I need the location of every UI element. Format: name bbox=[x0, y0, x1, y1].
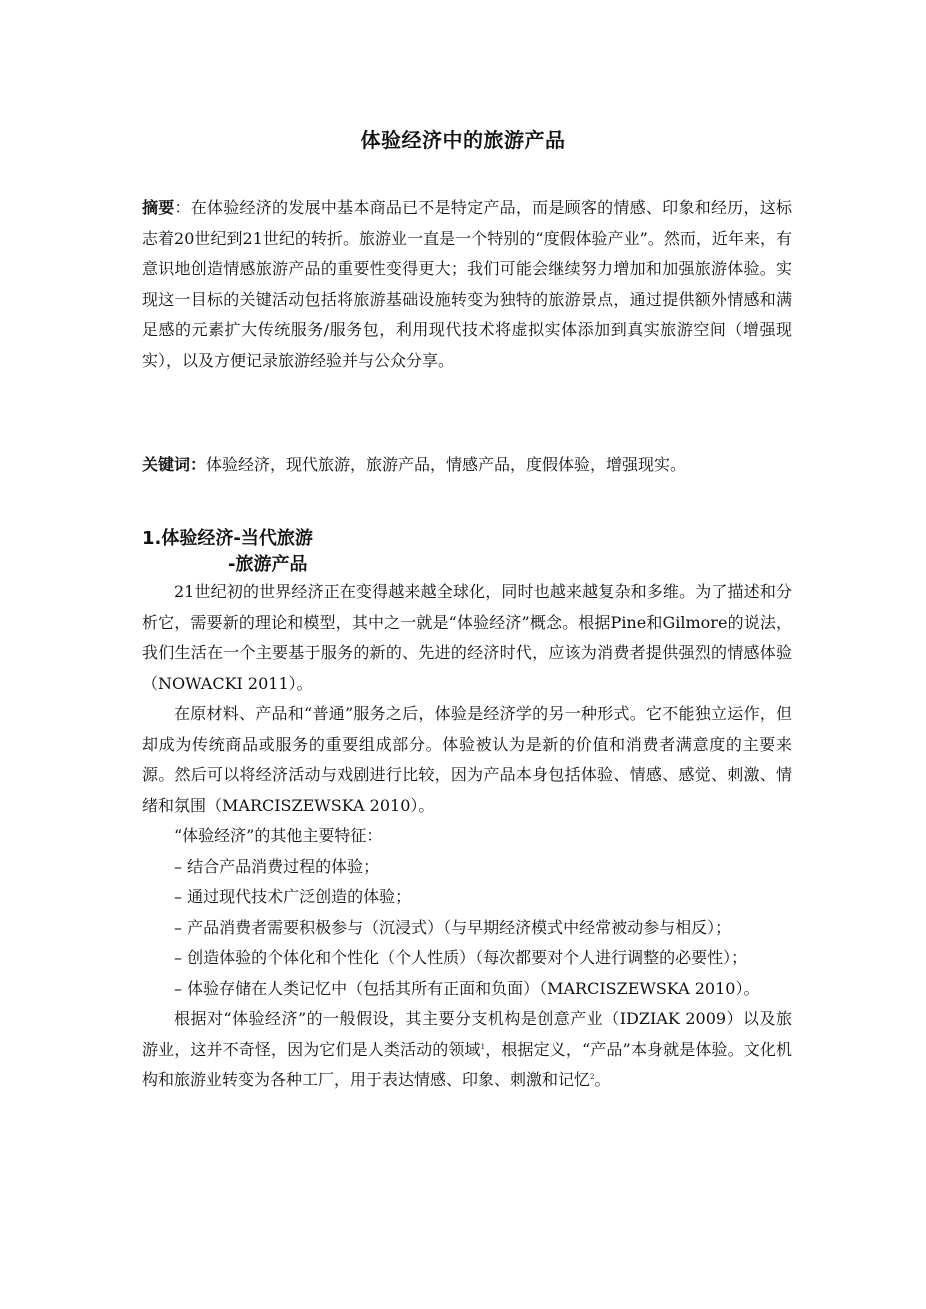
abstract bbox=[142, 193, 792, 376]
section-heading-line2: -旅游产品 bbox=[228, 554, 308, 575]
keywords bbox=[142, 450, 792, 481]
paragraph: 在原材料、产品和“普通”服务之后，体验是经济学的另一种形式。它不能独立运作，但却成为传统商品或服务的重要组成部分。体验被认为是新的价值和消费者满意度的主要来源。然后可以将经济活动与戏剧进行比较，因为产品本身包括体验、情感、感觉、刺激、情绪和氛围（MARCISZEWSKA 2010）。 bbox=[142, 704, 792, 815]
closing-text-part3: 。 bbox=[594, 1070, 611, 1089]
abstract-text: 在体验经济的发展中基本商品已不是特定产品，而是顾客的情感、印象和经历，这标志着20世纪到21世纪的转折。旅游业一直是一个特别的“度假体验产业”。然而，近年来，有意识地创造情感旅游产品的重要性变得更大；我们可能会继续努力增加和加强旅游体验。实现这一目标的关键活动包括将旅游基础设施转变为独特的旅游景点，通过提供额外情感和满足感的元素扩大传统服务/服务包，利用现代技术将虚拟实体添加到真实旅游空间（增强现实），以及方便记录旅游经验并与公众分享。 bbox=[142, 198, 792, 370]
section-heading bbox=[142, 526, 313, 578]
list-item: – 创造体验的个体化和个性化（个人性质）（每次都要对个人进行调整的必要性）； bbox=[174, 948, 748, 967]
keywords-label: 关键词： bbox=[142, 455, 207, 474]
footnote-marker-1[interactable]: 1 bbox=[480, 1042, 486, 1051]
feature-list bbox=[142, 852, 792, 1005]
keywords-text: 体验经济，现代旅游，旅游产品，情感产品，度假体验，增强现实。 bbox=[206, 455, 687, 474]
closing-paragraph bbox=[142, 1004, 792, 1096]
section-body bbox=[142, 577, 792, 1096]
paragraph: “体验经济”的其他主要特征： bbox=[174, 826, 383, 845]
list-item: – 体验存储在人类记忆中（包括其所有正面和负面）（MARCISZEWSKA 2010）。 bbox=[174, 978, 760, 998]
section-heading-line1: 1.体验经济-当代旅游 bbox=[142, 528, 313, 549]
paragraph: 21世纪初的世界经济正在变得越来越全球化，同时也越来越复杂和多维。为了描述和分析它，需要新的理论和模型，其中之一就是“体验经济”概念。根据Pine和Gilmore的说法，我们生活在一个主要基于服务的新的、先进的经济时代，应该为消费者提供强烈的情感体验（NOWACKI 2011）。 bbox=[142, 582, 792, 693]
list-item: – 产品消费者需要积极参与（沉浸式）（与早期经济模式中经常被动参与相反）； bbox=[174, 917, 732, 937]
list-item: – 通过现代技术广泛创造的体验； bbox=[174, 887, 412, 906]
closing-text-part1: 根据对“体验经济”的一般假设，其主要分支机构是创意产业（IDZIAK 2009）以及旅游业，这并不奇怪，因为它们是人类活动的领域 bbox=[142, 1009, 792, 1059]
footnote-marker-2[interactable]: 2 bbox=[590, 1073, 595, 1081]
abstract-label: 摘要 bbox=[142, 198, 175, 217]
closing-text-part2: ，根据定义，“产品”本身就是体验。文化机构和旅游业转变为各种工厂，用于表达情感、印象、刺激和记忆 bbox=[142, 1039, 792, 1089]
list-item: – 结合产品消费过程的体验； bbox=[174, 856, 380, 876]
abstract-separator: ： bbox=[174, 198, 191, 217]
paper-title: 体验经济中的旅游产品 bbox=[360, 128, 566, 152]
